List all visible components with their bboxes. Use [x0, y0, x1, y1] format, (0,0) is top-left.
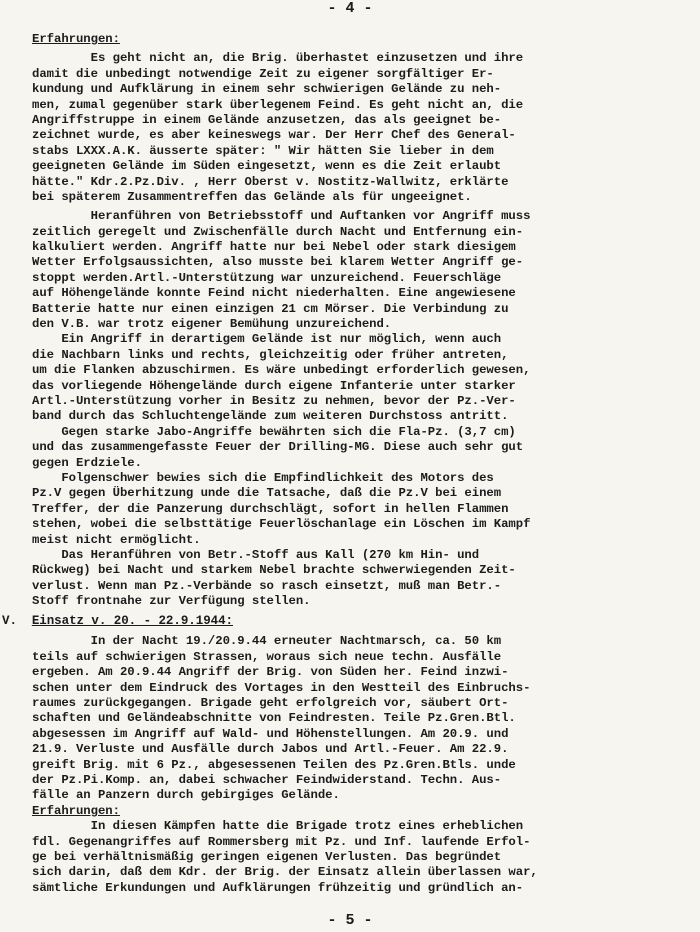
text-line: Das Heranführen von Betr.-Stoff aus Kall (270 km Hin- und [32, 547, 480, 562]
text-line: den V.B. war trotz eigener Bemühung unzureichend. [32, 317, 392, 332]
heading-erfahrungen-2: Erfahrungen: [32, 803, 120, 818]
text-line: schen unter dem Eindruck des Vortages in den Westteil des Einbruchs- [32, 680, 531, 695]
text-line: men, zumal gegenüber stark überlegenem Feind. Es geht nicht an, die [32, 97, 524, 112]
text-line: ergeben. Am 20.9.44 Angriff der Brig. von Süden her. Feind inzwi- [32, 665, 509, 680]
text-line: abgesessen im Angriff auf Wald- und Höhenstellungen. Am 20.9. und [32, 726, 509, 741]
text-line: auf Höhengelände konnte Feind nicht niederhalten. Eine angewiesene [32, 286, 516, 301]
text-line: stabs LXXX.A.K. äusserte später: " Wir hätten Sie lieber in dem [32, 143, 494, 158]
text-line: Wetter Erfolgsaussichten, also musste bei klarem Wetter Angriff ge- [32, 255, 524, 270]
text-line: ge bei verhältnismäßig geringen eigenen Verlusten. Das begründet [32, 849, 502, 864]
text-line: um die Flanken abzuschirmen. Es wäre unbedingt erforderlich gewesen, [32, 363, 531, 378]
text-line: Batterie hatte nur einen einzigen 21 cm Mörser. Die Verbindung zu [32, 301, 509, 316]
text-line: sämtliche Erkundungen und Aufklärungen frühzeitig und gründlich an- [32, 880, 524, 895]
text-line: schaften und Geländeabschnitte von Feindresten. Teile Pz.Gren.Btl. [32, 711, 516, 726]
text-line: stoppt werden.Artl.-Unterstützung war unzureichend. Feuerschläge [32, 270, 502, 285]
text-line: kundung und Aufklärung in einem sehr schwierigen Gelände zu neh- [32, 82, 502, 97]
text-line: das vorliegende Höhengelände durch eigene Infanterie unter starker [32, 378, 516, 393]
text-line: sich darin, daß dem Kdr. der Brig. der Einsatz allein überlassen war, [32, 865, 538, 880]
section-title: Einsatz v. 20. - 22.9.1944: [31, 614, 233, 629]
text-line: Rückweg) bei Nacht und starkem Nebel brachte schwerwiegenden Zeit- [32, 563, 516, 578]
text-line: In diesen Kämpfen hatte die Brigade trotz eines erheblichen [32, 819, 524, 834]
text-line: und das zusammengefasste Feuer der Drilling-MG. Diese auch sehr gut [32, 440, 524, 455]
section-number: V. [2, 614, 17, 629]
text-line: In der Nacht 19./20.9.44 erneuter Nachtmarsch, ca. 50 km [32, 634, 502, 649]
paragraph-2 [32, 209, 700, 609]
text-line: band durch das Schluchtengelände zum weiteren Durchstoss antritt. [32, 409, 509, 424]
text-line: Folgenschwer bewies sich die Empfindlichkeit des Motors des [32, 470, 494, 485]
text-line: Heranführen von Betriebsstoff und Auftanken vor Angriff muss [32, 209, 531, 224]
paragraph-1 [32, 51, 700, 205]
text-line: 21.9. Verluste und Ausfälle durch Jabos und Artl.-Feuer. Am 22.9. [32, 742, 509, 757]
text-line: raumes zurückgegangen. Brigade geht erfolgreich vor, säubert Ort- [32, 696, 509, 711]
paragraph-3 [32, 634, 700, 803]
text-line: fdl. Gegenangriffes auf Rommersberg mit Pz. und Inf. laufende Erfol- [32, 834, 531, 849]
text-line: stehen, wobei die selbsttätige Feuerlöschanlage ein Löschen im Kampf [32, 517, 531, 532]
text-line: der Pz.Pi.Komp. an, dabei schwacher Feindwiderstand. Techn. Aus- [32, 772, 502, 787]
text-line: kalkuliert werden. Angriff hatte nur bei Nebel oder stark diesigem [32, 240, 516, 255]
text-line: Es geht nicht an, die Brig. überhastet einzusetzen und ihre [32, 51, 524, 66]
text-line: gegen Erdziele. [32, 455, 142, 470]
text-line: verlust. Wenn man Pz.-Verbände so rasch einsetzt, muß man Betr.- [32, 578, 502, 593]
text-line: Pz.V gegen Überhitzung unde die Tatsache, daß die Pz.V bei einem [32, 486, 502, 501]
text-line: Angriffstruppe in einem Gelände anzusetzen, das als geeignet be- [32, 112, 502, 127]
heading-erfahrungen-1: Erfahrungen: [32, 32, 120, 46]
text-line: Artl.-Unterstützung vorher in Besitz zu nehmen, bevor der Pz.-Ver- [32, 393, 516, 408]
text-line: hätte." Kdr.2.Pz.Div. , Herr Oberst v. Nostitz-Wallwitz, erklärte [32, 174, 509, 189]
text-line: Ein Angriff in derartigem Gelände ist nur möglich, wenn auch [32, 332, 502, 347]
section-heading [2, 613, 700, 630]
text-line: greift Brig. mit 6 Pz., abgesessenen Teilen des Pz.Gren.Btls. unde [32, 757, 516, 772]
text-line: teils auf schwierigen Strassen, woraus sich neue techn. Ausfälle [32, 649, 502, 664]
text-line: fälle an Panzern durch gebirgiges Gelände. [32, 788, 340, 803]
document-body [2, 32, 700, 896]
text-line: die Nachbarn links und rechts, gleichzeitig oder früher antreten, [32, 347, 509, 362]
text-line: meist nicht ermöglicht. [32, 532, 201, 547]
text-line: zeichnet wurde, es aber keineswegs war. Der Herr Chef des General- [32, 128, 516, 143]
text-line: bei späterem Zusammentreffen das Gelände als für ungeeignet. [32, 189, 472, 204]
text-line: Stoff frontnahe zur Verfügung stellen. [32, 594, 311, 609]
page-number-top: - 4 - [327, 0, 373, 17]
text-line: damit die unbedingt notwendige Zeit zu eigener sorgfältiger Er- [32, 66, 494, 81]
text-line: zeitlich geregelt und Zwischenfälle durch Nacht und Entfernung ein- [32, 224, 524, 239]
text-line: Treffer, der die Panzerung durchschlägt, sofort in hellen Flammen [32, 501, 509, 516]
text-line: Gegen starke Jabo-Angriffe bewährten sich die Fla-Pz. (3,7 cm) [32, 424, 516, 439]
paragraph-4 [32, 819, 700, 896]
page-number-bottom: - 5 - [327, 912, 373, 929]
text-line: geeigneten Gelände im Süden eingesetzt, wenn es die Zeit erlaubt [32, 159, 502, 174]
